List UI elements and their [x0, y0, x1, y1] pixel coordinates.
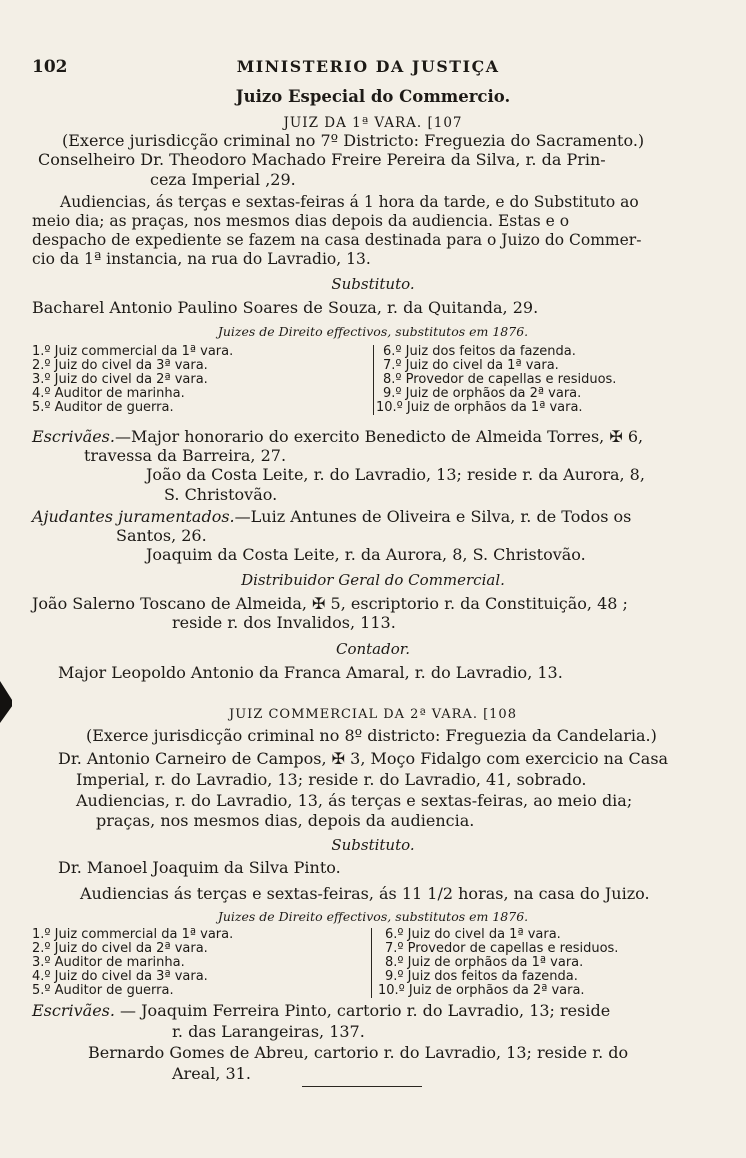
scriveners-label: Escrivães.: [32, 1001, 115, 1020]
vara1-scriveners: [32, 428, 643, 446]
list-item: 1.º Juiz commercial da 1ª vara.: [32, 344, 234, 359]
column-divider: [371, 928, 372, 998]
vara2-substitute-aud: Audiencias ás terças e sextas-feiras, ás 11 1/2 horas, na casa do Juizo.: [80, 884, 650, 903]
list-item: 3.º Auditor de marinha.: [32, 955, 185, 970]
scriveners-label: Escrivães.: [32, 427, 115, 446]
vara1-aud-line3: despacho de expediente se fazem na casa destinada para o Juizo do Commer-: [32, 231, 642, 249]
running-title: MINISTERIO DA JUSTIÇA: [236, 57, 500, 76]
ajudantes-line1: —Luiz Antunes de Oliveira e Silva, r. de Todos os: [234, 507, 632, 526]
distribuidor-heading: Distribuidor Geral do Commercial.: [241, 571, 505, 589]
list-item: 6.º Juiz dos feitos da fazenda.: [383, 344, 576, 359]
vara2-heading: JUIZ COMMERCIAL DA 2ª VARA. [108: [229, 707, 517, 722]
ajudantes-line3: Joaquim da Costa Leite, r. da Aurora, 8, S. Christovão.: [146, 545, 586, 564]
column-divider: [373, 345, 374, 415]
distribuidor-line1: João Salerno Toscano de Almeida, ✠ 5, escriptorio r. da Constituição, 48 ;: [32, 594, 628, 613]
list-item: 8.º Juiz de orphãos da 1ª vara.: [385, 955, 584, 970]
scriveners-line2: travessa da Barreira, 27.: [84, 446, 287, 465]
scriveners-line4: S. Christovão.: [164, 485, 278, 504]
vara2-scriveners-line3: Bernardo Gomes de Abreu, cartorio r. do Lavradio, 13; reside r. do: [88, 1043, 629, 1062]
list-item: 10.º Juiz de orphãos da 1ª vara.: [376, 400, 583, 415]
vara2-judge-line2: Imperial, r. do Lavradio, 13; reside r. do Lavradio, 41, sobrado.: [76, 770, 587, 789]
vara2-substitute: Dr. Manoel Joaquim da Silva Pinto.: [58, 858, 341, 877]
list-item: 9.º Juiz dos feitos da fazenda.: [385, 969, 578, 984]
list-item: 3.º Juiz do civel da 2ª vara.: [32, 372, 208, 387]
list-item: 5.º Auditor de guerra.: [32, 400, 174, 415]
list-item: 1.º Juiz commercial da 1ª vara.: [32, 927, 234, 942]
closing-rule: [302, 1086, 422, 1087]
vara1-jurisdiction: (Exerce jurisdicção criminal no 7º Districto: Freguezia do Sacramento.): [62, 131, 645, 150]
list-item: 2.º Juiz do civel da 2ª vara.: [32, 941, 208, 956]
vara1-judge-line2: ceza Imperial ,29.: [150, 170, 296, 189]
vara1-substitute-heading: Substituto.: [331, 275, 415, 293]
list-item: 7.º Juiz do civel da 1ª vara.: [383, 358, 559, 373]
ajudantes-line2: Santos, 26.: [116, 526, 207, 545]
list-item: 8.º Provedor de capellas e residuos.: [383, 372, 617, 387]
list-item: 10.º Juiz de orphãos da 2ª vara.: [378, 983, 585, 998]
contador-line: Major Leopoldo Antonio da Franca Amaral, r. do Lavradio, 13.: [58, 663, 563, 682]
scriveners-line3: João da Costa Leite, r. do Lavradio, 13; reside r. da Aurora, 8,: [146, 465, 645, 484]
vara2-judge-line1: Dr. Antonio Carneiro de Campos, ✠ 3, Moço Fidalgo com exercicio na Casa: [58, 749, 669, 768]
vara2-judges-heading: Juizes de Direito effectivos, substitutos em 1876.: [217, 909, 529, 924]
vara1-ajudantes: [32, 508, 631, 526]
vara2-scriveners-line2: r. das Larangeiras, 137.: [172, 1022, 365, 1041]
vara2-jurisdiction: (Exerce jurisdicção criminal no 8º districto: Freguezia da Candelaria.): [86, 726, 657, 745]
section-title: Juizo Especial do Commercio.: [235, 87, 511, 106]
vara2-scriveners-line4: Areal, 31.: [172, 1064, 251, 1083]
vara2-scriveners: [32, 1002, 610, 1020]
vara1-aud-line1: Audiencias, ás terças e sextas-feiras á 1 hora da tarde, e do Substituto ao: [60, 193, 639, 211]
vara1-aud-line2: meio dia; as praças, nos mesmos dias depois da audiencia. Estas e o: [32, 212, 570, 230]
contador-heading: Contador.: [335, 640, 411, 658]
vara1-aud-line4: cio da 1ª instancia, na rua do Lavradio, 13.: [32, 250, 371, 268]
vara1-substitute: Bacharel Antonio Paulino Soares de Souza, r. da Quitanda, 29.: [32, 298, 539, 317]
list-item: 4.º Juiz do civel da 3ª vara.: [32, 969, 208, 984]
list-item: 5.º Auditor de guerra.: [32, 983, 174, 998]
list-item: 6.º Juiz do civel da 1ª vara.: [385, 927, 561, 942]
vara2-aud-line1: Audiencias, r. do Lavradio, 13, ás terças e sextas-feiras, ao meio dia;: [76, 791, 633, 810]
scriveners-line1: — Joaquim Ferreira Pinto, cartorio r. do Lavradio, 13; reside: [114, 1001, 611, 1020]
vara2-substitute-heading: Substituto.: [331, 836, 415, 854]
list-item: 4.º Auditor de marinha.: [32, 386, 185, 401]
page-number: 102: [32, 57, 68, 77]
scriveners-line1: —Major honorario do exercito Benedicto de Almeida Torres, ✠ 6,: [114, 427, 644, 446]
ajudantes-label: Ajudantes juramentados.: [32, 507, 235, 526]
vara1-heading: JUIZ DA 1ª VARA. [107: [283, 115, 463, 131]
list-item: 2.º Juiz do civel da 3ª vara.: [32, 358, 208, 373]
distribuidor-line2: reside r. dos Invalidos, 113.: [172, 613, 396, 632]
vara1-judges-heading: Juizes de Direito effectivos, substitutos em 1876.: [217, 324, 529, 339]
vara1-judge-line1: Conselheiro Dr. Theodoro Machado Freire Pereira da Silva, r. da Prin-: [38, 150, 606, 169]
list-item: 7.º Provedor de capellas e residuos.: [385, 941, 619, 956]
vara2-aud-line2: praças, nos mesmos dias, depois da audiencia.: [96, 811, 475, 830]
list-item: 9.º Juiz de orphãos da 2ª vara.: [383, 386, 582, 401]
